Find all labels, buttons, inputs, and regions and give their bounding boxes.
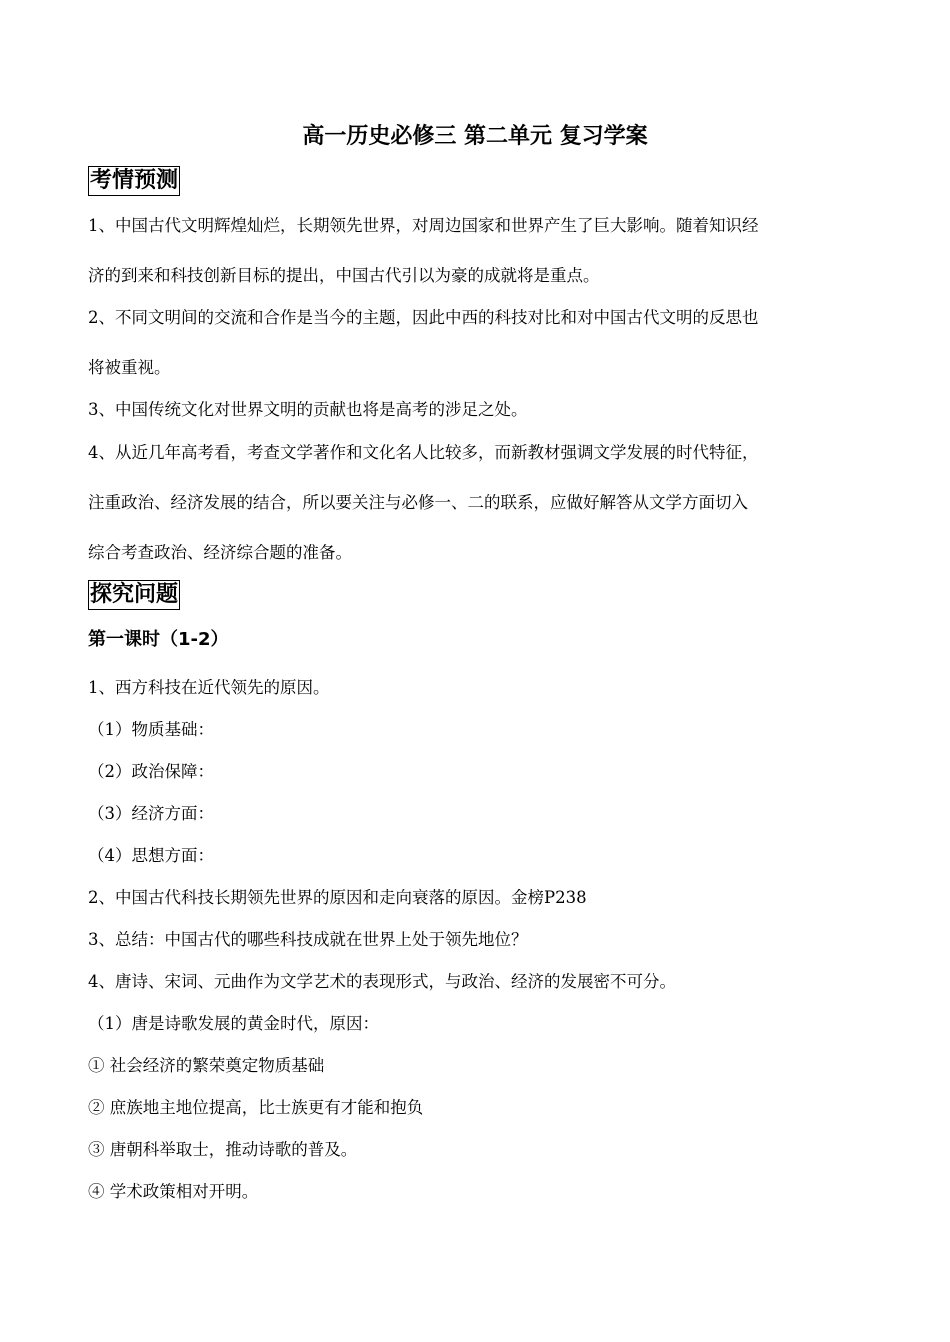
question-line: 2、中国古代科技长期领先世界的原因和走向衰落的原因。金榜P238 (88, 888, 587, 907)
document-title: 高一历史必修三 第二单元 复习学案 (302, 124, 648, 149)
paragraph-line: 3、中国传统文化对世界文明的贡献也将是高考的涉足之处。 (88, 400, 528, 419)
list-item: ② 庶族地主地位提高，比士族更有才能和抱负 (88, 1098, 424, 1117)
list-item: ① 社会经济的繁荣奠定物质基础 (88, 1056, 325, 1075)
list-item: ③ 唐朝科举取士，推动诗歌的普及。 (88, 1140, 358, 1159)
question-line: （1）物质基础： (88, 720, 214, 739)
question-line: （4）思想方面： (88, 846, 214, 865)
question-line: 1、西方科技在近代领先的原因。 (88, 678, 330, 697)
list-item: ④ 学术政策相对开明。 (88, 1182, 259, 1201)
section-heading-inquiry-questions: 探究问题 (88, 580, 180, 610)
paragraph-line: 4、从近几年高考看，考查文学著作和文化名人比较多，而新教材强调文学发展的时代特征， (88, 443, 759, 462)
question-line: （1）唐是诗歌发展的黄金时代，原因： (88, 1014, 379, 1033)
paragraph-line: 1、中国古代文明辉煌灿烂，长期领先世界，对周边国家和世界产生了巨大影响。随着知识经 (88, 216, 759, 235)
paragraph-line: 2、不同文明间的交流和合作是当今的主题，因此中西的科技对比和对中国古代文明的反思也 (88, 308, 759, 327)
lesson-heading: 第一课时（1-2） (88, 629, 229, 650)
paragraph-line: 济的到来和科技创新目标的提出，中国古代引以为豪的成就将是重点。 (88, 266, 600, 285)
question-line: 3、总结：中国古代的哪些科技成就在世界上处于领先地位？ (88, 930, 528, 949)
section-heading-exam-forecast: 考情预测 (88, 166, 180, 196)
question-line: （2）政治保障： (88, 762, 214, 781)
paragraph-line: 注重政治、经济发展的结合，所以要关注与必修一、二的联系，应做好解答从文学方面切入 (88, 493, 748, 512)
question-line: 4、唐诗、宋词、元曲作为文学艺术的表现形式，与政治、经济的发展密不可分。 (88, 972, 676, 991)
paragraph-line: 综合考查政治、经济综合题的准备。 (88, 543, 352, 562)
question-line: （3）经济方面： (88, 804, 214, 823)
paragraph-line: 将被重视。 (88, 358, 171, 377)
